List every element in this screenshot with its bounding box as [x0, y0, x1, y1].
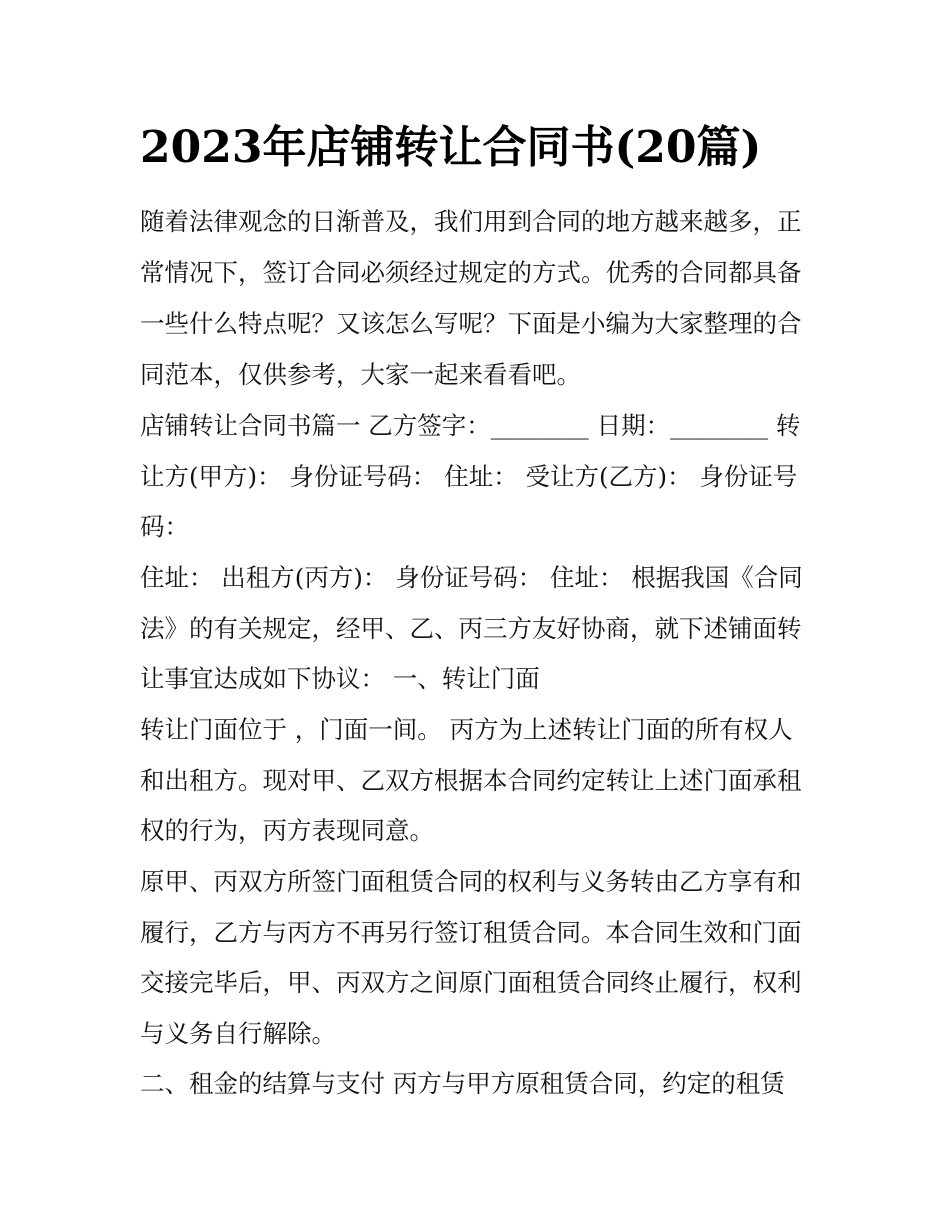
body-line: 法》的有关规定，经甲、乙、丙三方友好协商，就下述铺面转: [140, 614, 802, 643]
body-line: 同范本，仅供参考，大家一起来看看吧。: [140, 360, 581, 389]
document-title: 2023年店铺转让合同书(20篇): [140, 122, 762, 173]
body-line: 履行，乙方与丙方不再另行签订租赁合同。本合同生效和门面: [140, 918, 802, 947]
body-line: 交接完毕后，甲、丙双方之间原门面租赁合同终止履行，权利: [140, 968, 802, 997]
body-line: 一些什么特点呢？又该怎么写呢？下面是小编为大家整理的合: [140, 309, 802, 338]
body-line: 二、租金的结算与支付 丙方与甲方原租赁合同，约定的租赁: [140, 1069, 785, 1098]
body-line: 常情况下，签订合同必须经过规定的方式。优秀的合同都具备: [140, 258, 802, 287]
body-line: 码：: [140, 512, 189, 541]
body-line: 与义务自行解除。: [140, 1019, 336, 1048]
body-line: 让事宜达成如下协议： 一、转让门面: [140, 664, 540, 693]
body-line: 转让门面位于 ，门面一间。 丙方为上述转让门面的所有权人: [140, 715, 793, 744]
body-line: 权的行为，丙方表现同意。: [140, 816, 434, 845]
body-line: 原甲、丙双方所签门面租赁合同的权利与义务转由乙方享有和: [140, 867, 802, 896]
body-line: 住址： 出租方(丙方)： 身份证号码： 住址： 根据我国《合同: [140, 563, 803, 592]
body-line: 和出租方。现对甲、乙双方根据本合同约定转让上述门面承租: [140, 766, 802, 795]
body-line: 随着法律观念的日渐普及，我们用到合同的地方越来越多，正: [140, 207, 802, 236]
body-line: 让方(甲方)： 身份证号码： 住址： 受让方(乙方)： 身份证号: [140, 462, 798, 491]
body-line: 店铺转让合同书篇一 乙方签字：________ 日期：________ 转: [140, 411, 801, 440]
